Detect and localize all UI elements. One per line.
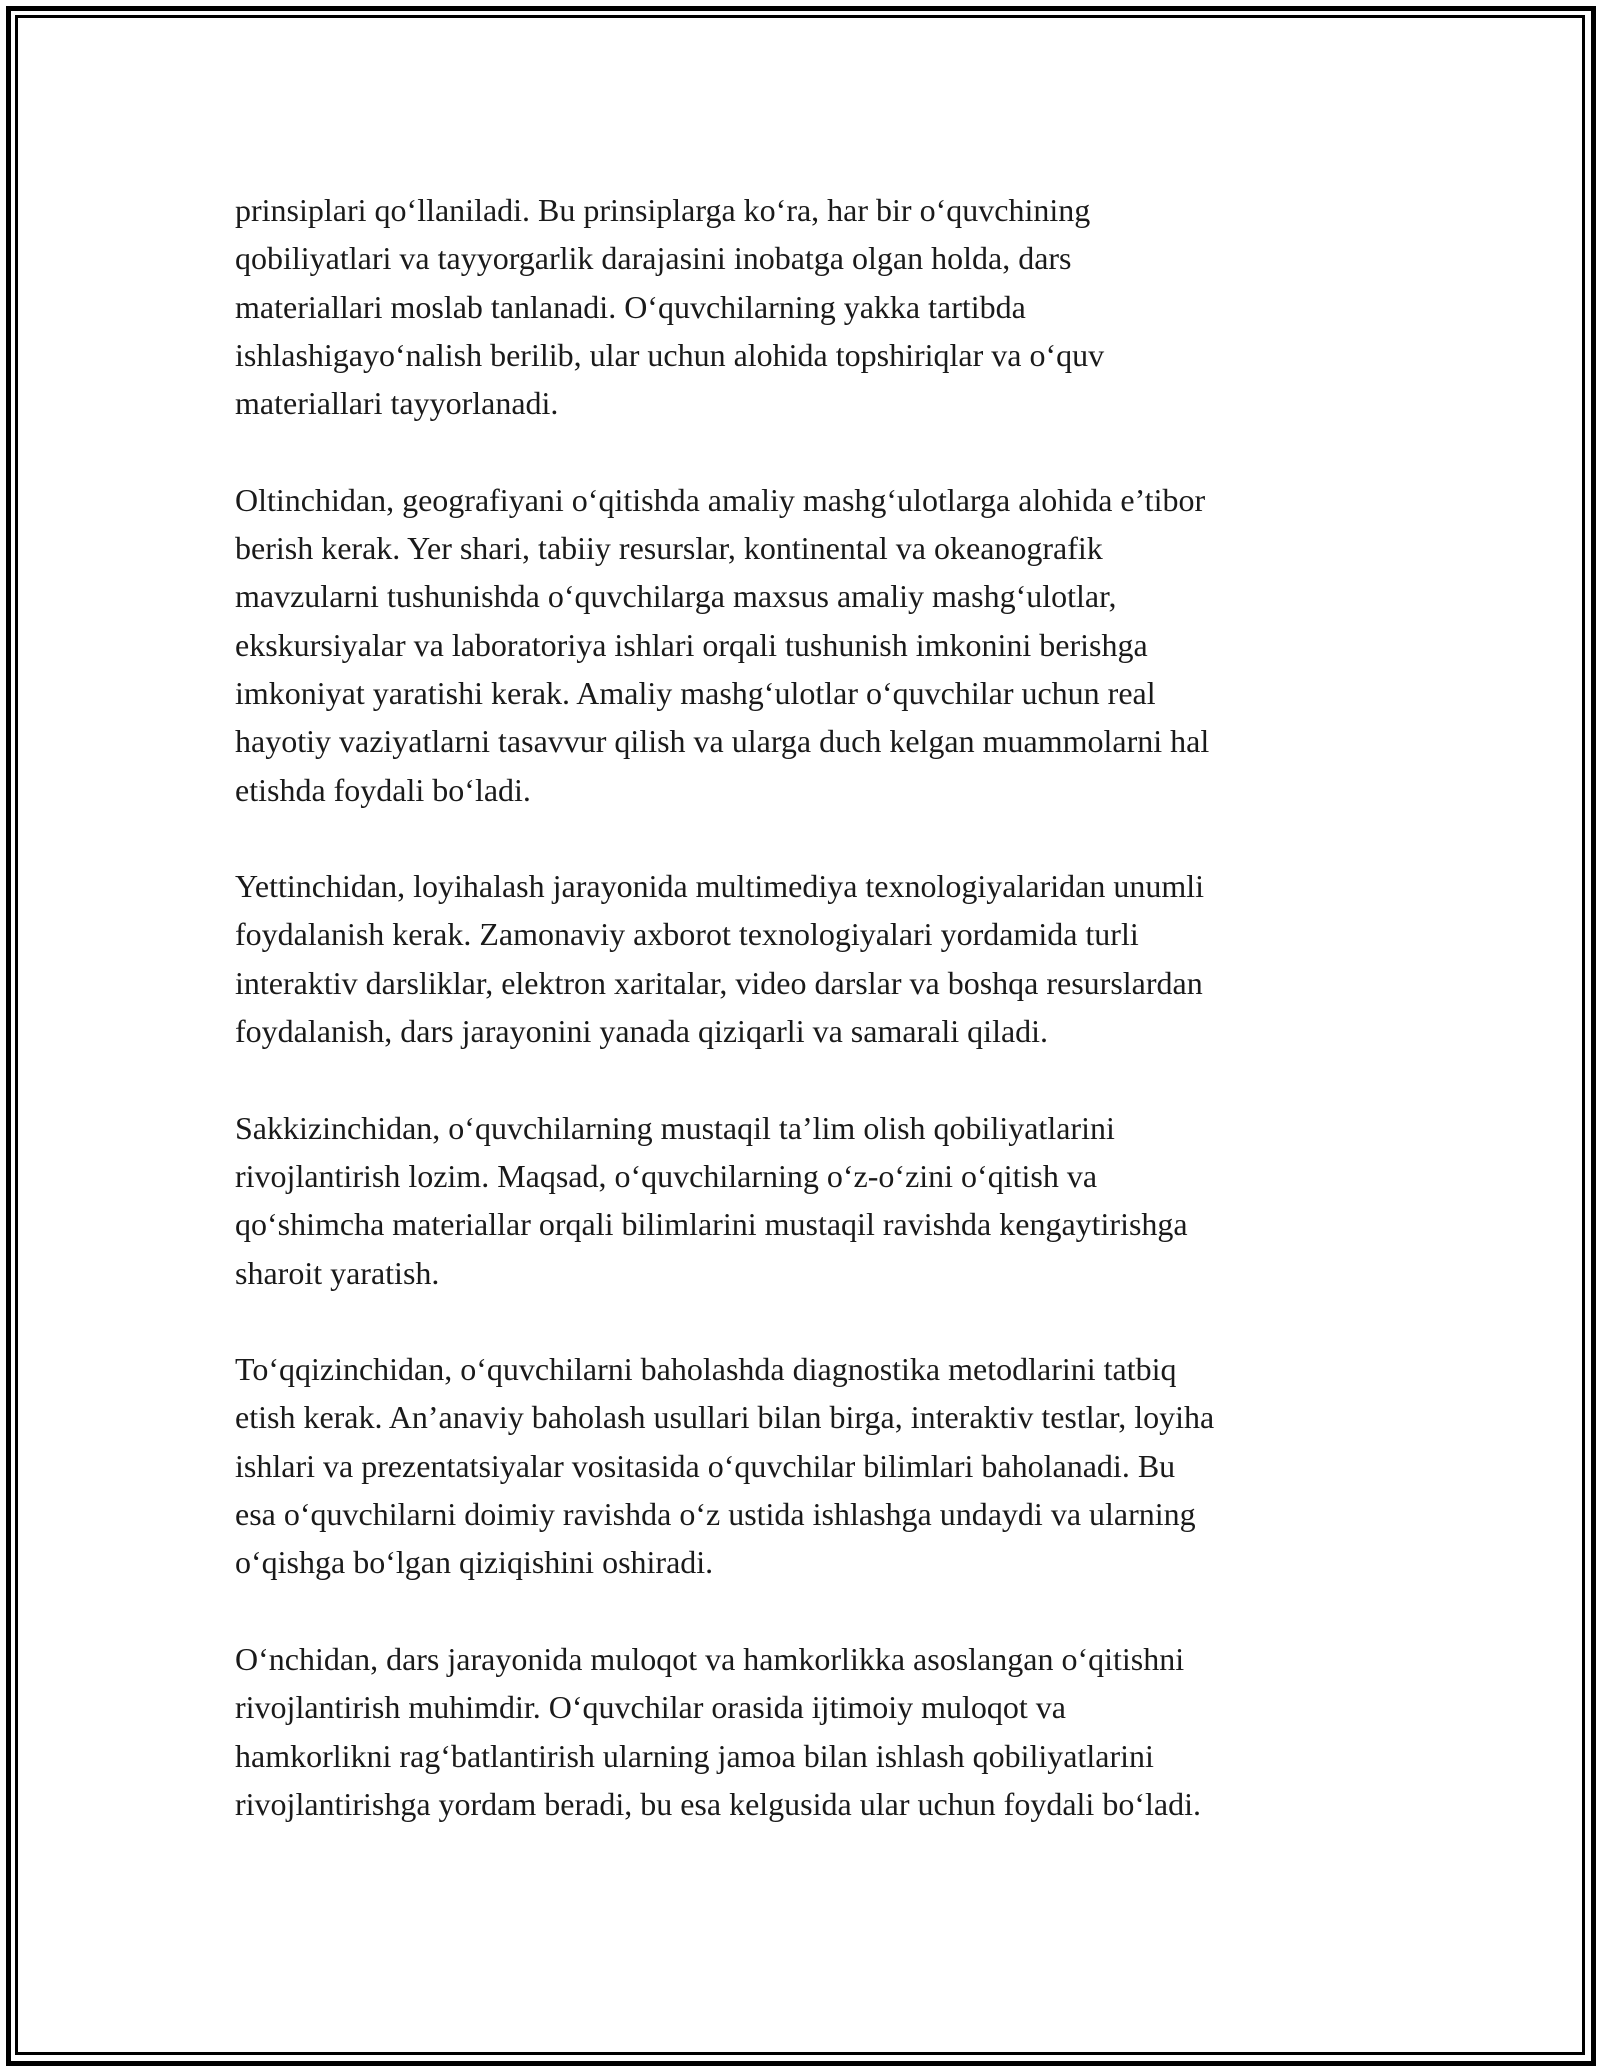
text-line: qobiliyatlari va tayyorgarlik darajasini inobatga olgan holda, dars [235,240,1072,277]
text-line: materiallari moslab tanlanadi. O‘quvchilarning yakka tartibda [235,288,1026,325]
text-line: etish kerak. An’anaviy baholash usullari bilan birga, interaktiv testlar, loyiha [235,1399,1215,1436]
paragraph-sixth [235,476,1385,814]
paragraph-principles [235,186,1385,427]
text-line: ishlari va prezentatsiyalar vositasida o‘quvchilar bilimlari baholanadi. Bu [235,1447,1176,1484]
text-line: sharoit yaratish. [235,1254,440,1291]
paragraph-ninth [235,1345,1385,1586]
text-line: rivojlantirish lozim. Maqsad, o‘quvchilarning o‘z-o‘zini o‘qitish va [235,1157,1098,1194]
text-line: ekskursiyalar va laboratoriya ishlari orqali tushunish imkonini berishga [235,626,1148,663]
paragraph-tenth [235,1635,1385,1828]
text-line: foydalanish kerak. Zamonaviy axborot texnologiyalari yordamida turli [235,916,1139,953]
text-line: Oltinchidan, geografiyani o‘qitishda amaliy mashg‘ulotlarga alohida e’tibor [235,481,1206,518]
text-line: hayotiy vaziyatlarni tasavvur qilish va ularga duch kelgan muammolarni hal [235,723,1210,760]
text-line: rivojlantirishga yordam beradi, bu esa kelgusida ular uchun foydali bo‘ladi. [235,1785,1201,1822]
text-line: interaktiv darsliklar, elektron xaritalar, video darslar va boshqa resurslardan [235,964,1203,1001]
text-line: hamkorlikni rag‘batlantirish ularning jamoa bilan ishlash qobiliyatlarini [235,1737,1154,1774]
text-line: qo‘shimcha materiallar orqali bilimlarini mustaqil ravishda kengaytirishga [235,1206,1188,1243]
text-line: esa o‘quvchilarni doimiy ravishda o‘z ustida ishlashga undaydi va ularning [235,1496,1196,1533]
text-line: o‘qishga bo‘lgan qiziqishini oshiradi. [235,1544,714,1581]
text-line: materiallari tayyorlanadi. [235,385,559,422]
text-line: rivojlantirish muhimdir. O‘quvchilar orasida ijtimoiy muloqot va [235,1689,1066,1726]
text-line: prinsiplari qo‘llaniladi. Bu prinsiplarga ko‘ra, har bir o‘quvchining [235,192,1091,228]
text-line: Sakkizinchidan, o‘quvchilarning mustaqil ta’lim olish qobiliyatlarini [235,1109,1115,1146]
paragraph-eighth [235,1104,1385,1297]
text-line: mavzularni tushunishda o‘quvchilarga maxsus amaliy mashg‘ulotlar, [235,578,1117,615]
text-line: imkoniyat yaratishi kerak. Amaliy mashg‘ulotlar o‘quvchilar uchun real [235,674,1156,711]
text-line: foydalanish, dars jarayonini yanada qiziqarli va samarali qiladi. [235,1013,1049,1050]
text-line: etishda foydali bo‘ladi. [235,771,531,808]
text-line: Yettinchidan, loyihalash jarayonida multimediya texnologiyalaridan unumli [235,868,1204,905]
text-line: ishlashigayo‘nalish berilib, ular uchun alohida topshiriqlar va o‘quv [235,336,1105,373]
text-line: To‘qqizinchidan, o‘quvchilarni baholashda diagnostika metodlarini tatbiq [235,1351,1177,1388]
document-body [235,186,1385,1876]
text-line: berish kerak. Yer shari, tabiiy resurslar, kontinental va okeanografik [235,530,1103,567]
text-line: O‘nchidan, dars jarayonida muloqot va hamkorlikka asoslangan o‘qitishni [235,1640,1185,1677]
paragraph-seventh [235,862,1385,1055]
